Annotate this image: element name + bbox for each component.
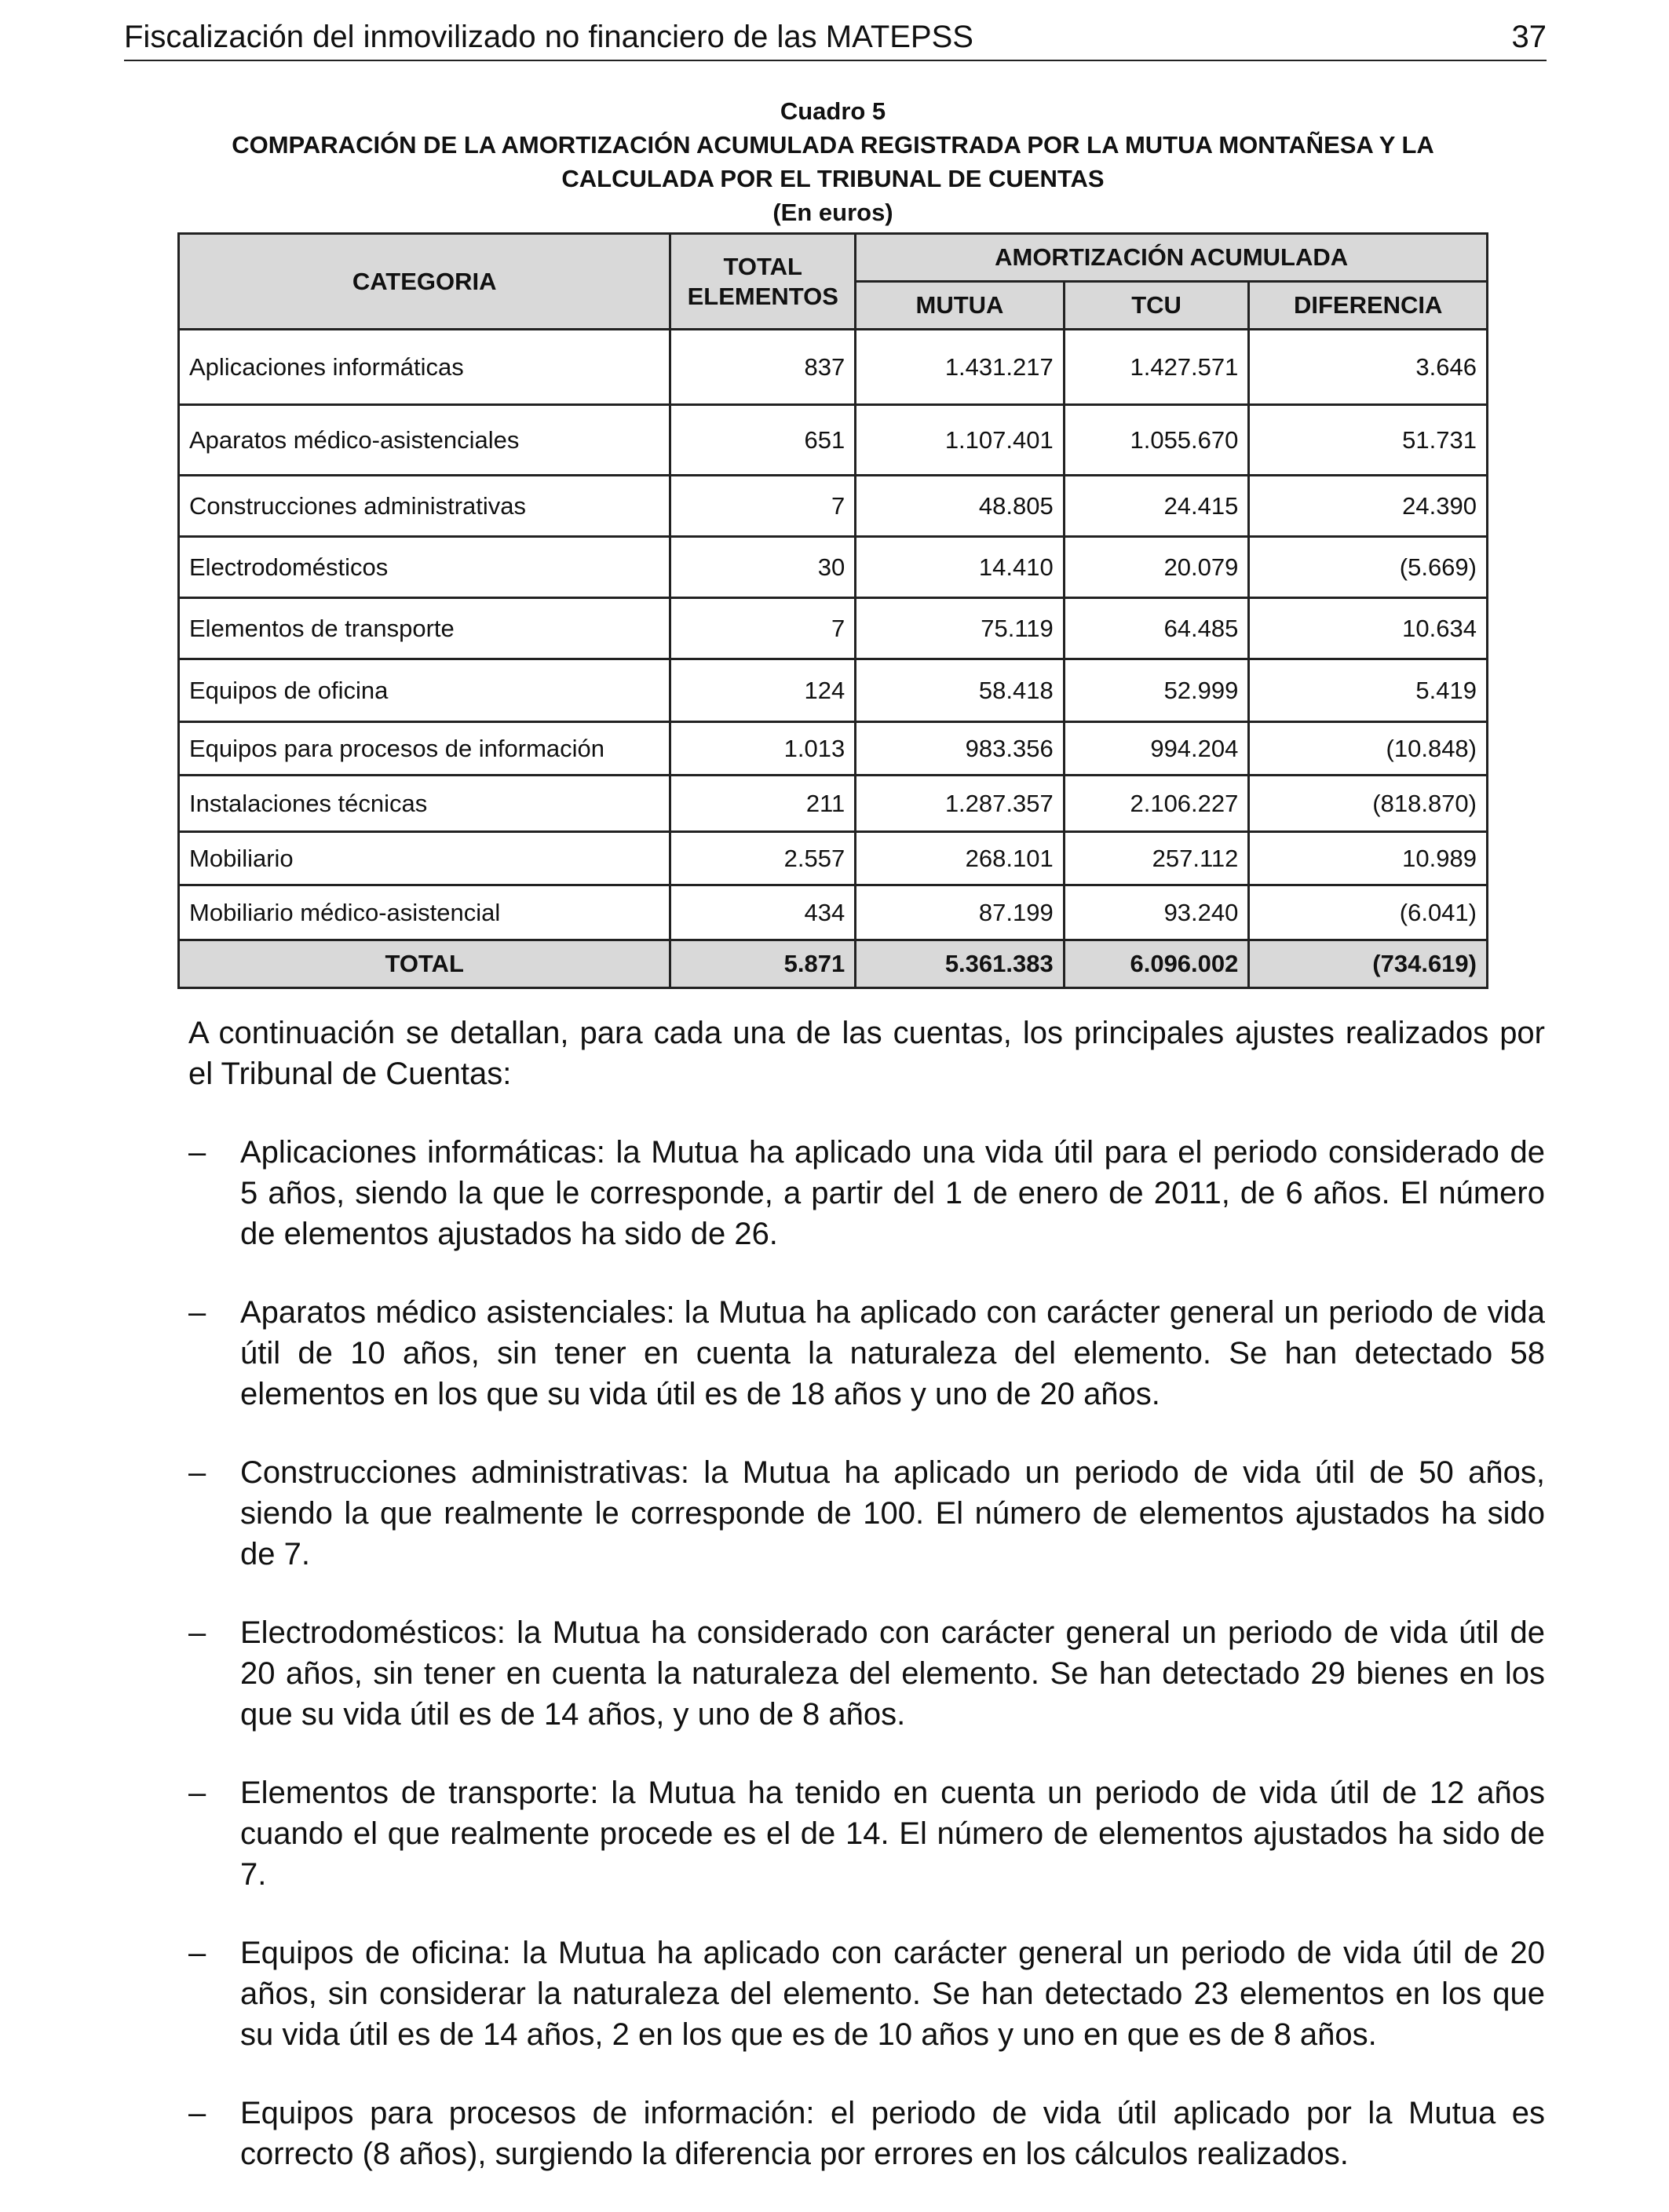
- cell-mutua: 1.287.357: [856, 776, 1065, 832]
- cell-total: 651: [670, 405, 856, 476]
- cell-diferencia: 10.989: [1249, 832, 1488, 885]
- table-title-line-1: COMPARACIÓN DE LA AMORTIZACIÓN ACUMULADA REGISTRADA POR LA MUTUA MONTAÑESA Y LA: [232, 131, 1434, 159]
- cell-tcu: 994.204: [1064, 722, 1249, 776]
- list-item-text: Equipos de oficina: la Mutua ha aplicado con carácter general un periodo de vida útil de 20 años, sin considerar la naturaleza del elemento. Se han detectado 23 elementos en los que su vida útil es de 14 años, 2 en los que es de 10 años y uno en que es de 8 años.: [240, 1936, 1545, 2052]
- header-amortizacion-acumulada: AMORTIZACIÓN ACUMULADA: [856, 234, 1488, 282]
- cell-tcu: 64.485: [1064, 598, 1249, 659]
- list-item: [188, 2093, 1545, 2174]
- cell-mutua: 1.431.217: [856, 330, 1065, 405]
- table-row: [179, 476, 1488, 537]
- cell-total: 7: [670, 598, 856, 659]
- cell-mutua: 58.418: [856, 659, 1065, 722]
- table-row: [179, 537, 1488, 598]
- cell-categoria: Instalaciones técnicas: [179, 776, 670, 832]
- cell-tcu: 52.999: [1064, 659, 1249, 722]
- cell-categoria: Aplicaciones informáticas: [179, 330, 670, 405]
- list-item-text: Aparatos médico asistenciales: la Mutua ha aplicado con carácter general un periodo de vida útil de 10 años, sin tener en cuenta la naturaleza del elemento. Se han detectado 58 elementos en los que su vida útil es de 18 años y uno de 20 años.: [240, 1295, 1545, 1411]
- table-header-row: [179, 234, 1488, 282]
- table-title-line-2: CALCULADA POR EL TRIBUNAL DE CUENTAS: [561, 165, 1105, 192]
- page-header: [124, 14, 1547, 61]
- cell-mutua: 14.410: [856, 537, 1065, 598]
- list-item: [188, 1933, 1545, 2055]
- table-row: [179, 722, 1488, 776]
- cell-categoria: Equipos para procesos de información: [179, 722, 670, 776]
- list-item-text: Equipos para procesos de información: el periodo de vida útil aplicado por la Mutua es correcto (8 años), surgiendo la diferencia por errores en los cálculos realizados.: [240, 2096, 1545, 2171]
- table-row: [179, 405, 1488, 476]
- table-row: [179, 885, 1488, 940]
- dash-bullet: –: [188, 1455, 206, 1490]
- list-item: [188, 1772, 1545, 1895]
- cell-diferencia: 5.419: [1249, 659, 1488, 722]
- cell-categoria: Equipos de oficina: [179, 659, 670, 722]
- table-row: [179, 832, 1488, 885]
- list-item: [188, 1292, 1545, 1414]
- dash-bullet: –: [188, 1615, 206, 1650]
- cell-mutua: 983.356: [856, 722, 1065, 776]
- dash-bullet: –: [188, 2096, 206, 2130]
- cell-total: 211: [670, 776, 856, 832]
- header-categoria: CATEGORIA: [179, 234, 670, 330]
- dash-bullet: –: [188, 1295, 206, 1330]
- list-item-text: Construcciones administrativas: la Mutua ha aplicado un periodo de vida útil de 50 años, siendo la que realmente le corresponde de 100. El número de elementos ajustados ha sido de 7.: [240, 1455, 1545, 1571]
- cell-mutua: 1.107.401: [856, 405, 1065, 476]
- cell-categoria: Elementos de transporte: [179, 598, 670, 659]
- cell-tcu: 20.079: [1064, 537, 1249, 598]
- cell-total: 434: [670, 885, 856, 940]
- cell-mutua: 268.101: [856, 832, 1065, 885]
- cell-mutua: 87.199: [856, 885, 1065, 940]
- list-item: [188, 1132, 1545, 1254]
- cell-categoria: Mobiliario médico-asistencial: [179, 885, 670, 940]
- header-mutua: MUTUA: [856, 282, 1065, 330]
- table-row: [179, 776, 1488, 832]
- cell-total: 7: [670, 476, 856, 537]
- list-item-text: Aplicaciones informáticas: la Mutua ha aplicado una vida útil para el periodo considerado de 5 años, siendo la que le corresponde, a partir del 1 de enero de 2011, de 6 años. El número de elementos ajustados ha sido de 26.: [240, 1135, 1545, 1251]
- page-number: 37: [1511, 20, 1547, 54]
- list-item-text: Electrodomésticos: la Mutua ha considerado con carácter general un periodo de vida útil de 20 años, sin tener en cuenta la naturaleza del elemento. Se han detectado 29 bienes en los que su vida útil es de 14 años, y uno de 8 años.: [240, 1615, 1545, 1732]
- table-caption: [177, 94, 1488, 229]
- cell-total-mutua: 5.361.383: [856, 940, 1065, 988]
- cell-total: 837: [670, 330, 856, 405]
- cell-diferencia: (10.848): [1249, 722, 1488, 776]
- intro-paragraph: A continuación se detallan, para cada una de las cuentas, los principales ajustes realizados por el Tribunal de Cuentas:: [188, 1016, 1545, 1091]
- table-units: (En euros): [772, 199, 893, 226]
- cell-diferencia: (818.870): [1249, 776, 1488, 832]
- cell-tcu: 2.106.227: [1064, 776, 1249, 832]
- body-text: [188, 1013, 1545, 2212]
- cell-total-label: TOTAL: [179, 940, 670, 988]
- cell-total: 124: [670, 659, 856, 722]
- cell-diferencia: 24.390: [1249, 476, 1488, 537]
- cell-categoria: Construcciones administrativas: [179, 476, 670, 537]
- cell-diferencia: 51.731: [1249, 405, 1488, 476]
- amortization-table: [177, 232, 1488, 989]
- list-item: [188, 1452, 1545, 1575]
- cell-categoria: Electrodomésticos: [179, 537, 670, 598]
- list-item-text: Elementos de transporte: la Mutua ha tenido en cuenta un periodo de vida útil de 12 años cuando el que realmente procede es el de 14. El número de elementos ajustados ha sido de 7.: [240, 1776, 1545, 1892]
- table-label: Cuadro 5: [780, 97, 886, 125]
- cell-tcu: 1.427.571: [1064, 330, 1249, 405]
- cell-diferencia: (5.669): [1249, 537, 1488, 598]
- table-row: [179, 598, 1488, 659]
- document-title: Fiscalización del inmovilizado no financiero de las MATEPSS: [124, 20, 973, 54]
- cell-mutua: 48.805: [856, 476, 1065, 537]
- table-row: [179, 659, 1488, 722]
- cell-total-diferencia: (734.619): [1249, 940, 1488, 988]
- cell-total: 30: [670, 537, 856, 598]
- cell-diferencia: 3.646: [1249, 330, 1488, 405]
- dash-bullet: –: [188, 1776, 206, 1810]
- header-diferencia: DIFERENCIA: [1249, 282, 1488, 330]
- cell-diferencia: (6.041): [1249, 885, 1488, 940]
- cell-categoria: Aparatos médico-asistenciales: [179, 405, 670, 476]
- cell-tcu: 1.055.670: [1064, 405, 1249, 476]
- table-total-row: [179, 940, 1488, 988]
- dash-bullet: –: [188, 1936, 206, 1970]
- header-tcu: TCU: [1064, 282, 1249, 330]
- cell-total-tcu: 6.096.002: [1064, 940, 1249, 988]
- table-row: [179, 330, 1488, 405]
- cell-categoria: Mobiliario: [179, 832, 670, 885]
- cell-diferencia: 10.634: [1249, 598, 1488, 659]
- cell-mutua: 75.119: [856, 598, 1065, 659]
- cell-tcu: 24.415: [1064, 476, 1249, 537]
- list-item: [188, 1612, 1545, 1735]
- cell-total: 1.013: [670, 722, 856, 776]
- dash-bullet: –: [188, 1135, 206, 1170]
- cell-total: 2.557: [670, 832, 856, 885]
- cell-total-elementos: 5.871: [670, 940, 856, 988]
- header-total-elementos: TOTAL ELEMENTOS: [670, 234, 856, 330]
- cell-tcu: 257.112: [1064, 832, 1249, 885]
- cell-tcu: 93.240: [1064, 885, 1249, 940]
